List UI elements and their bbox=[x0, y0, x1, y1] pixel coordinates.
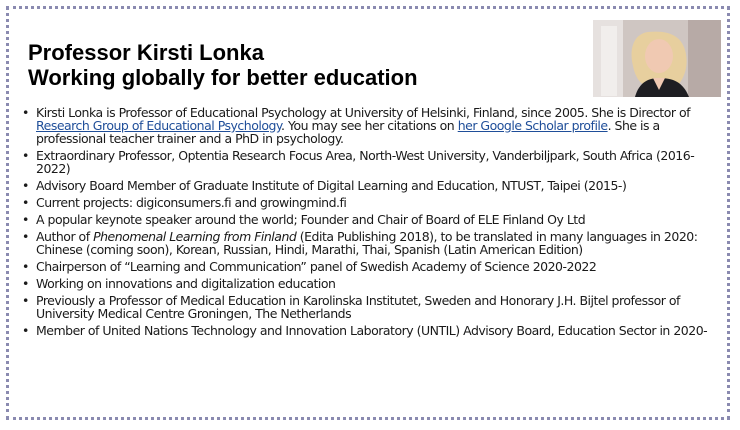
list-item: • Chairperson of “Learning and Communication” panel of Swedish Academy of Science 2020-2022 bbox=[22, 260, 722, 273]
list-item: • Author of Phenomenal Learning from Finland (Edita Publishing 2018), to be translated in many languages in 2020: Chinese (coming soon), Korean, Russian, Hindi, Marathi, Thai, Spanish (Latin American Edition) bbox=[22, 230, 722, 256]
book-title: Phenomenal Learning from Finland bbox=[93, 229, 297, 244]
list-item: • Kirsti Lonka is Professor of Educational Psychology at University of Helsinki, Finland, since 2005. She is Director of Research Group of Educational Psychology. You may see her citations on her Google Scholar profile. She is a professional teacher trainer and a PhD in psychology. bbox=[22, 106, 722, 145]
list-item: • A popular keynote speaker around the world; Founder and Chair of Board of ELE Finland Oy Ltd bbox=[22, 213, 722, 226]
title-line-1: Professor Kirsti Lonka bbox=[28, 40, 264, 65]
slide-title bbox=[28, 40, 418, 90]
portrait-photo bbox=[593, 20, 721, 97]
list-item: • Member of United Nations Technology and Innovation Laboratory (UNTIL) Advisory Board, Education Sector in 2020- bbox=[22, 324, 722, 337]
list-item: • Previously a Professor of Medical Education in Karolinska Institutet, Sweden and Honorary J.H. Bijtel professor of University Medical Centre Groningen, The Netherlands bbox=[22, 294, 722, 320]
list-item: • Working on innovations and digitalization education bbox=[22, 277, 722, 290]
list-item: • Extraordinary Professor, Optentia Research Focus Area, North-West University, Vanderbiljpark, South Africa (2016-2022) bbox=[22, 149, 722, 175]
bullet-list bbox=[22, 106, 722, 341]
research-group-link[interactable]: Research Group of Educational Psychology bbox=[36, 118, 282, 133]
list-item: • Current projects: digiconsumers.fi and growingmind.fi bbox=[22, 196, 722, 209]
google-scholar-link[interactable]: her Google Scholar profile bbox=[457, 118, 608, 133]
list-item: • Advisory Board Member of Graduate Institute of Digital Learning and Education, NTUST, Taipei (2015-) bbox=[22, 179, 722, 192]
portrait-image bbox=[593, 20, 721, 97]
title-line-2: Working globally for better education bbox=[28, 65, 418, 90]
